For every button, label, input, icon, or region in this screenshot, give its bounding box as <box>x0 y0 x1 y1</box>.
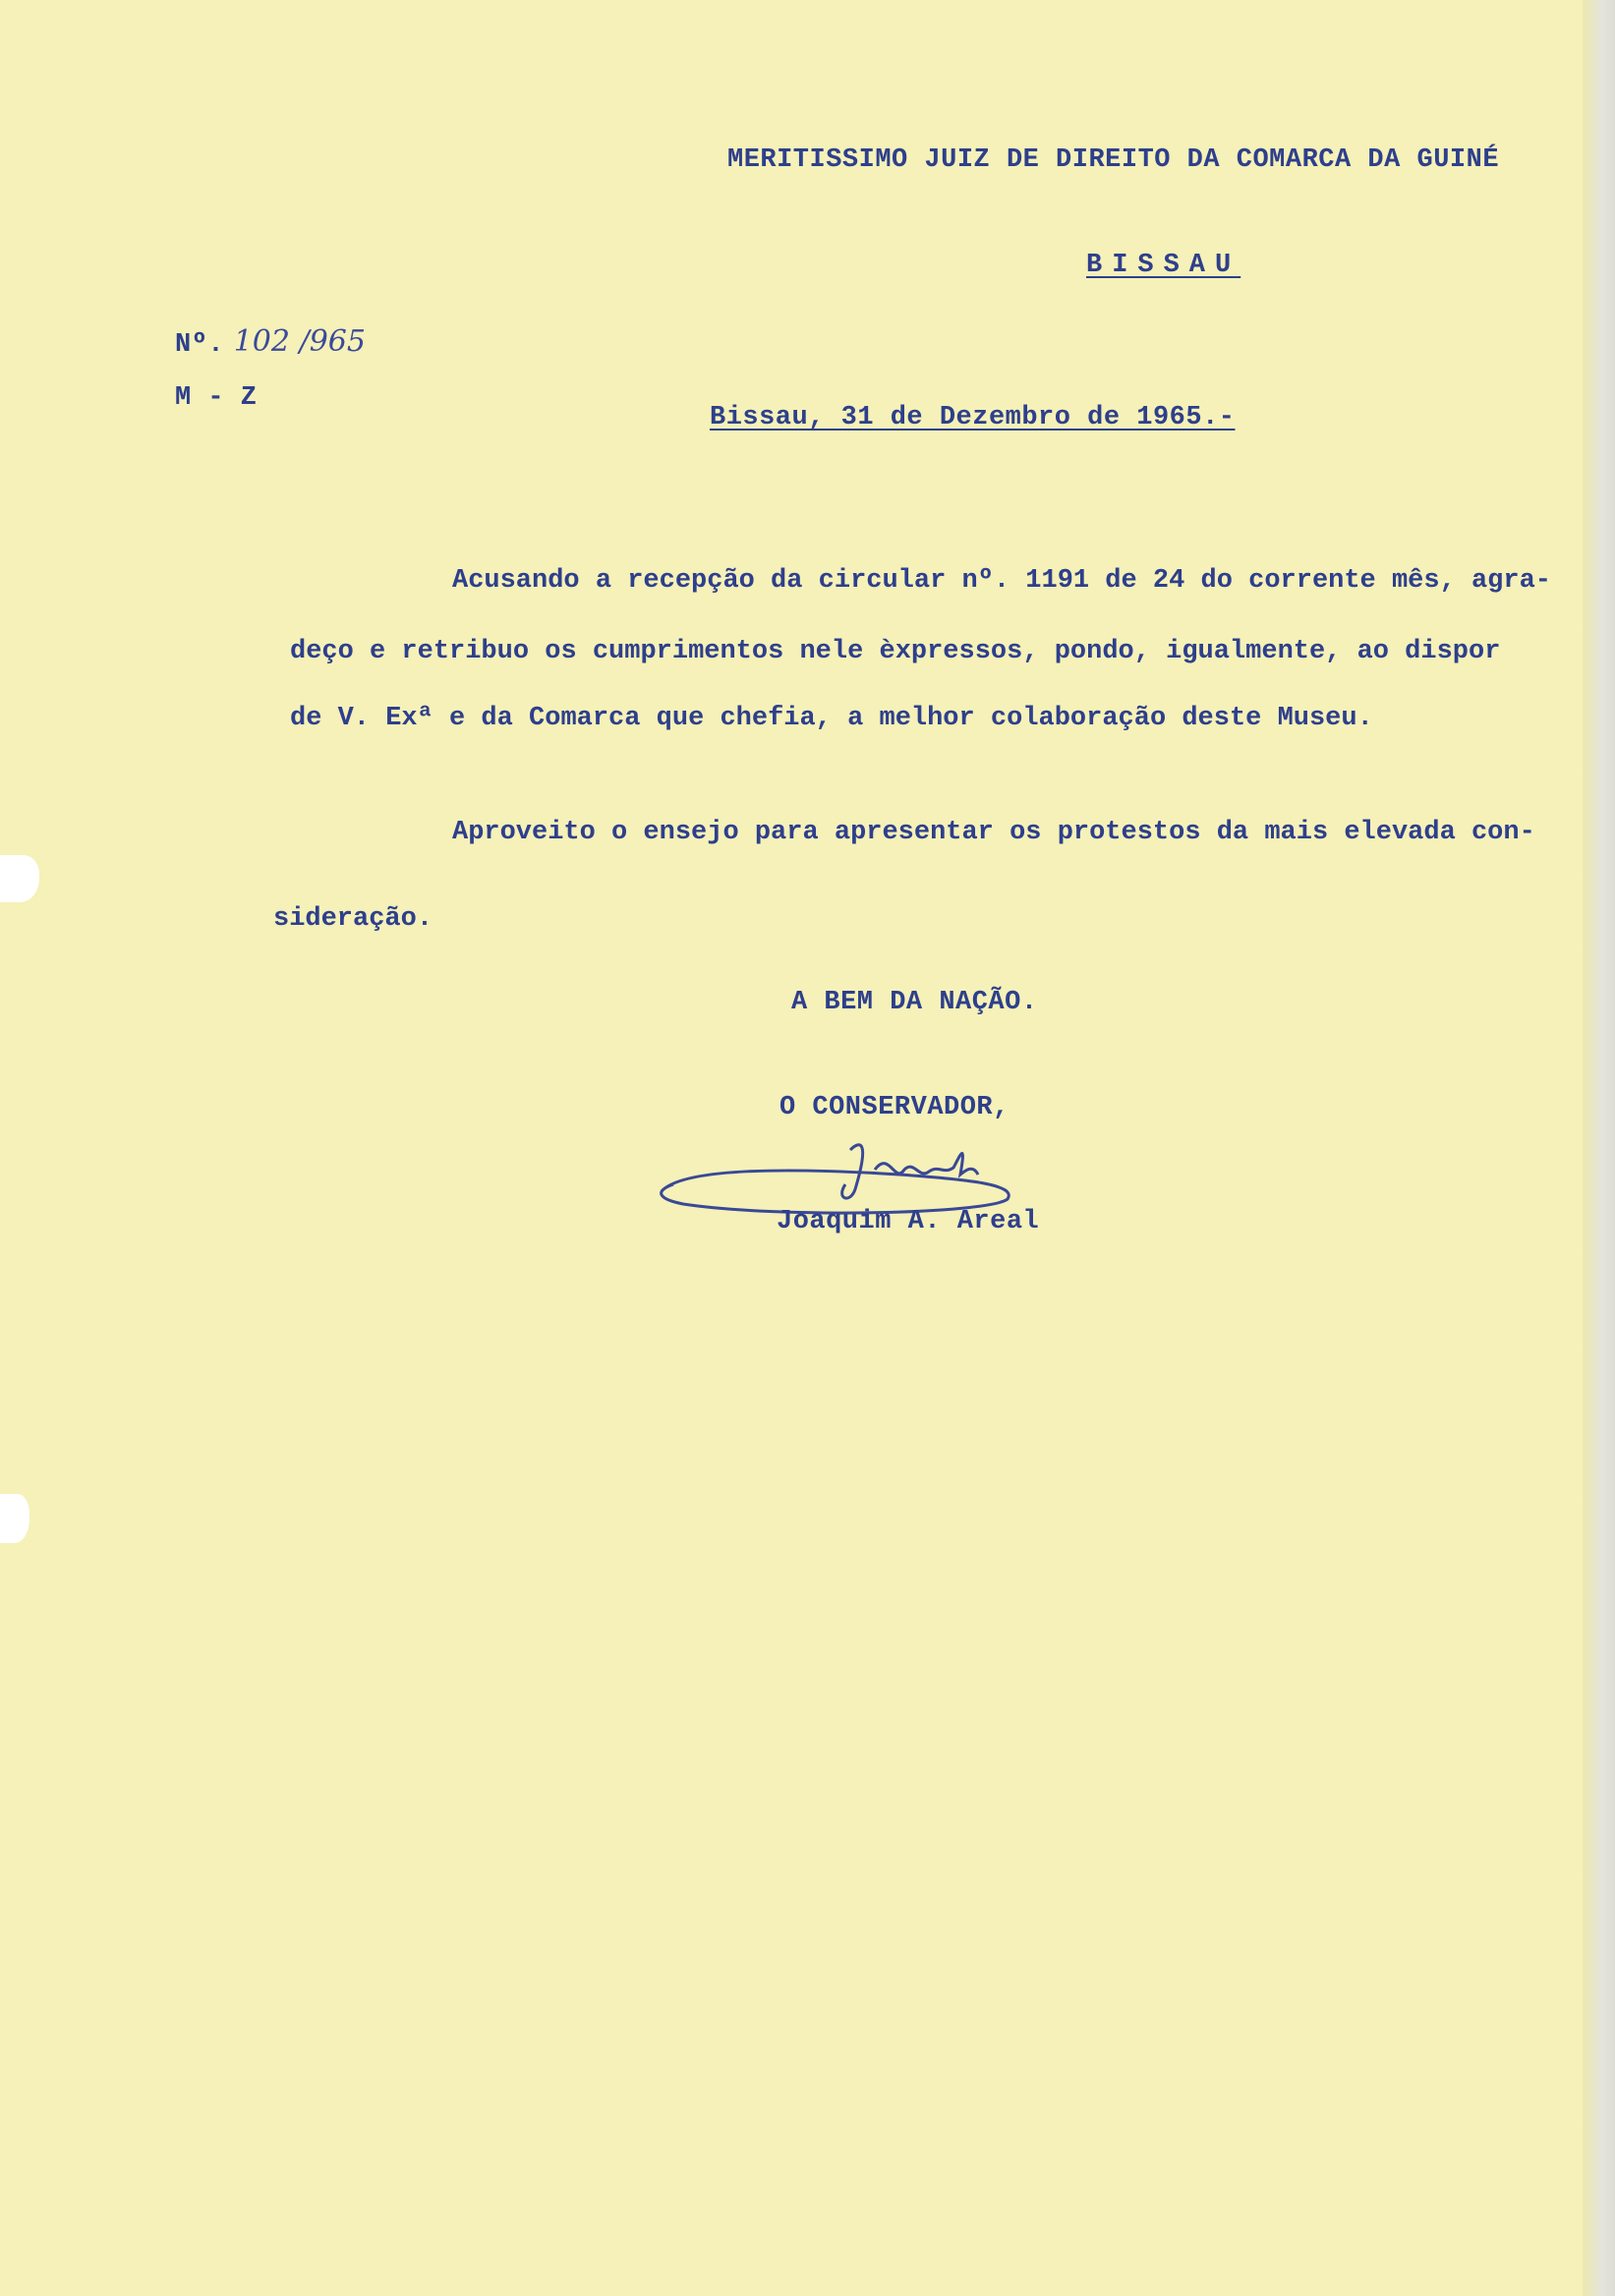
paper-tear <box>0 855 39 902</box>
closing-role: O CONSERVADOR, <box>779 1093 1009 1122</box>
signatory-name: Joaquim A. Areal <box>777 1207 1040 1236</box>
body-line: deço e retribuo os cumprimentos nele èxpressos, pondo, igualmente, ao dispor <box>290 637 1501 666</box>
closing-motto: A BEM DA NAÇÃO. <box>791 988 1038 1017</box>
reference-number <box>175 324 366 360</box>
addressee-line: MERITISSIMO JUIZ DE DIREITO DA COMARCA DA GUINÉ <box>727 145 1500 175</box>
reference-handwritten-number: 102 <box>233 324 290 359</box>
body-line: Aproveito o ensejo para apresentar os protestos da mais elevada con- <box>452 818 1535 847</box>
body-line: de V. Exª e da Comarca que chefia, a melhor colaboração deste Museu. <box>290 704 1373 733</box>
date-line: Bissau, 31 de Dezembro de 1965.- <box>710 403 1236 432</box>
page-edge <box>1583 0 1615 2296</box>
addressee-city: BISSAU <box>1086 251 1241 280</box>
reference-year: /965 <box>299 324 366 359</box>
body-line: Acusando a recepção da circular nº. 1191 de 24 do corrente mês, agra- <box>452 566 1551 596</box>
reference-code: M - Z <box>175 383 258 413</box>
body-line: sideração. <box>273 904 433 934</box>
reference-prefix: Nº. <box>175 330 225 360</box>
paper-tear <box>0 1494 29 1543</box>
